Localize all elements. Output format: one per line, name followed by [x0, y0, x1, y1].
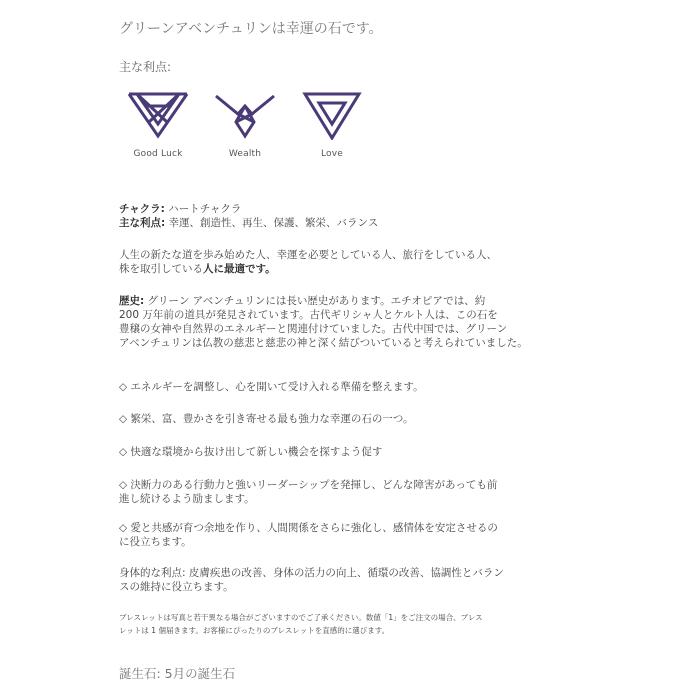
chakra-section — [119, 202, 589, 230]
chakra-value: ハートチャクラ — [164, 203, 242, 215]
suitable-line-1: 人生の新たな道を歩み始めた人、幸運を必要としている人、旅行をしている人、 — [119, 249, 497, 261]
bullet-item — [119, 478, 589, 506]
bullet-item — [119, 521, 589, 549]
icon-love — [297, 90, 367, 159]
bullet-5-text-line-2: に役立ちます。 — [119, 536, 192, 548]
chakra-line — [119, 202, 589, 216]
main-benefits-line — [119, 216, 589, 230]
icon-label-love: Love — [320, 149, 344, 159]
benefits-heading: 主な利点: — [119, 60, 172, 74]
icon-label-wealth: Wealth — [228, 149, 262, 159]
history-line-4: アベンチュリンは仏教の慈悲と慈悲の神と深く結びついていると考えられていました。 — [119, 337, 528, 349]
icon-good-luck — [123, 90, 193, 159]
icon-label-good-luck: Good Luck — [133, 149, 183, 159]
suitable-line-2-plain: 株を取引している — [119, 263, 203, 275]
note-line-1: ブレスレットは写真と若干異なる場合がございますのでご了承ください。数値「1」をご注文の場合、ブレス — [119, 613, 483, 622]
birthstone-line: 誕生石: 5月の誕生石 — [119, 666, 236, 681]
history-line-3: 豊穣の女神や自然界のエネルギーと関連付けていました。古代中国では、グリーン — [119, 323, 508, 335]
bullet-3-text: ◇ 快適な環境から抜け出して新しい機会を探すよう促す — [119, 446, 383, 458]
history-paragraph — [119, 294, 589, 350]
bullet-2-text: ◇ 繁栄、富、豊かさを引き寄せる最も強力な幸運の石の一つ。 — [119, 413, 414, 425]
history-line-2: 200 万年前の道具が発見されています。古代ギリシャ人とケルト人は、この石を — [119, 309, 498, 321]
good-luck-geometric-icon — [127, 90, 189, 140]
bullet-item — [119, 445, 589, 459]
history-line-1 — [119, 294, 589, 308]
love-triangle-icon — [301, 90, 363, 140]
headline: グリーンアベンチュリンは幸運の石です。 — [119, 21, 383, 37]
suitable-for-paragraph — [119, 248, 589, 276]
main-benefits-label: 主な利点: — [119, 217, 166, 229]
main-benefits-value: 幸運、創造性、再生、保護、繁栄、バランス — [165, 217, 379, 229]
bullet-item — [119, 412, 589, 426]
bullet-item — [119, 380, 589, 394]
history-label: 歴史: — [119, 295, 145, 307]
icon-wealth — [210, 90, 280, 159]
bracelet-note — [119, 611, 589, 637]
bullet-4-text-line-2: 進し続けるよう励まします。 — [119, 493, 255, 505]
physical-benefits-paragraph — [119, 566, 589, 594]
suitable-line-2 — [119, 262, 589, 276]
physical-line-2: スの維持に役立ちます。 — [119, 581, 234, 593]
suitable-line-2-bold: 人に最適です。 — [203, 263, 276, 275]
history-line-1-text: グリーン アベンチュリンには長い歴史があります。エチオピアでは、約 — [144, 295, 486, 307]
chakra-label: チャクラ: — [119, 203, 165, 215]
wealth-geometric-icon — [214, 90, 276, 140]
bullet-1-text: ◇ エネルギーを調整し、心を開いて受け入れる準備を整えます。 — [119, 381, 424, 393]
physical-line-1: 身体的な利点: 皮膚疾患の改善、身体の活力の向上、循環の改善、協調性とバラン — [119, 567, 504, 579]
note-line-2: レットは 1 個届きます。お客様にぴったりのブレスレットを直感的に選びます。 — [119, 626, 390, 635]
bullet-5-text-line-1: ◇ 愛と共感が育つ余地を作り、人間関係をさらに強化し、感情体を安定させるの — [119, 522, 498, 534]
benefit-icons — [133, 90, 363, 170]
bullet-4-text-line-1: ◇ 決断力のある行動力と強いリーダーシップを発揮し、どんな障害があっても前 — [119, 479, 498, 491]
